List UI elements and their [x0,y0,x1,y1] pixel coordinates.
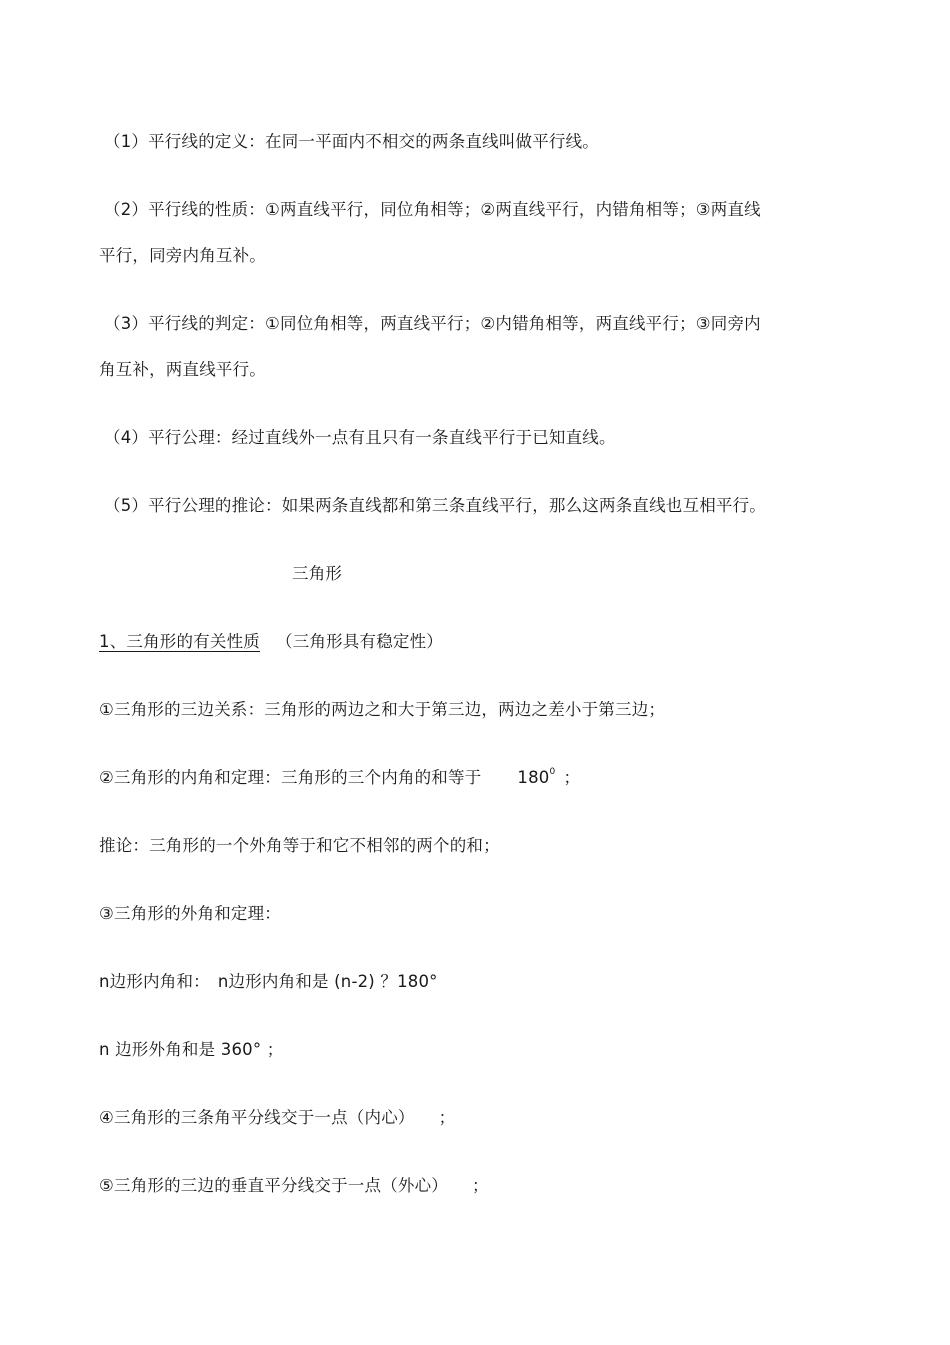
triangle-circumcenter [99,1175,489,1197]
triangle-angle-sum [99,767,580,792]
parallel-properties-line2: 平行，同旁内角互补。 [99,246,266,265]
exterior-angle-corollary: 推论：三角形的一个外角等于和它不相邻的两个的和； [99,836,500,855]
polygon-interior-label: n边形内角和： [99,972,210,991]
parallel-definition: （1）平行线的定义：在同一平面内不相交的两条直线叫做平行线。 [104,132,599,151]
section-heading-triangle: 三角形 [292,564,343,583]
triangle-angle-sum-text: ②三角形的内角和定理：三角形的三个内角的和等于 [99,768,482,787]
triangle-angle-sum-end: ； [563,768,581,787]
triangle-incenter-text: ④三角形的三条角平分线交于一点（内心） [99,1108,415,1127]
parallel-properties-line1: （2）平行线的性质：①两直线平行，同位角相等；②两直线平行，内错角相等；③两直线 [104,200,761,219]
parallel-axiom-corollary: （5）平行公理的推论：如果两条直线都和第三条直线平行，那么这两条直线也互相平行。 [104,496,766,515]
triangle-incenter [99,1107,455,1129]
polygon-interior-text: n边形内角和是 (n-2) ？180° [217,972,438,991]
triangle-incenter-end: ； [438,1108,456,1127]
triangle-circumcenter-end: ； [472,1176,489,1195]
polygon-exterior-sum: n 边形外角和是 360° ； [99,1040,284,1059]
triangle-circumcenter-text: ⑤三角形的三边的垂直平分线交于一点（外心） [99,1176,448,1195]
polygon-interior-sum [99,971,438,993]
triangle-section1-heading [99,631,443,653]
parallel-axiom: （4）平行公理：经过直线外一点有且只有一条直线平行于已知直线。 [104,428,616,447]
parallel-criteria-line2: 角互补，两直线平行。 [99,360,266,379]
triangle-exterior-angle-theorem: ③三角形的外角和定理： [99,904,281,923]
parallel-criteria-line1: （3）平行线的判定：①同位角相等，两直线平行；②内错角相等，两直线平行；③同旁内 [104,314,761,333]
triangle-side-relation: ①三角形的三边关系：三角形的两边之和大于第三边，两边之差小于第三边； [99,700,666,719]
triangle-section1-note: （三角形具有稳定性） [276,632,443,651]
triangle-section1-title: 1、三角形的有关性质 [99,632,260,651]
triangle-angle-sum-value: 180 [517,768,550,787]
degree-superscript: 0 [549,767,556,777]
